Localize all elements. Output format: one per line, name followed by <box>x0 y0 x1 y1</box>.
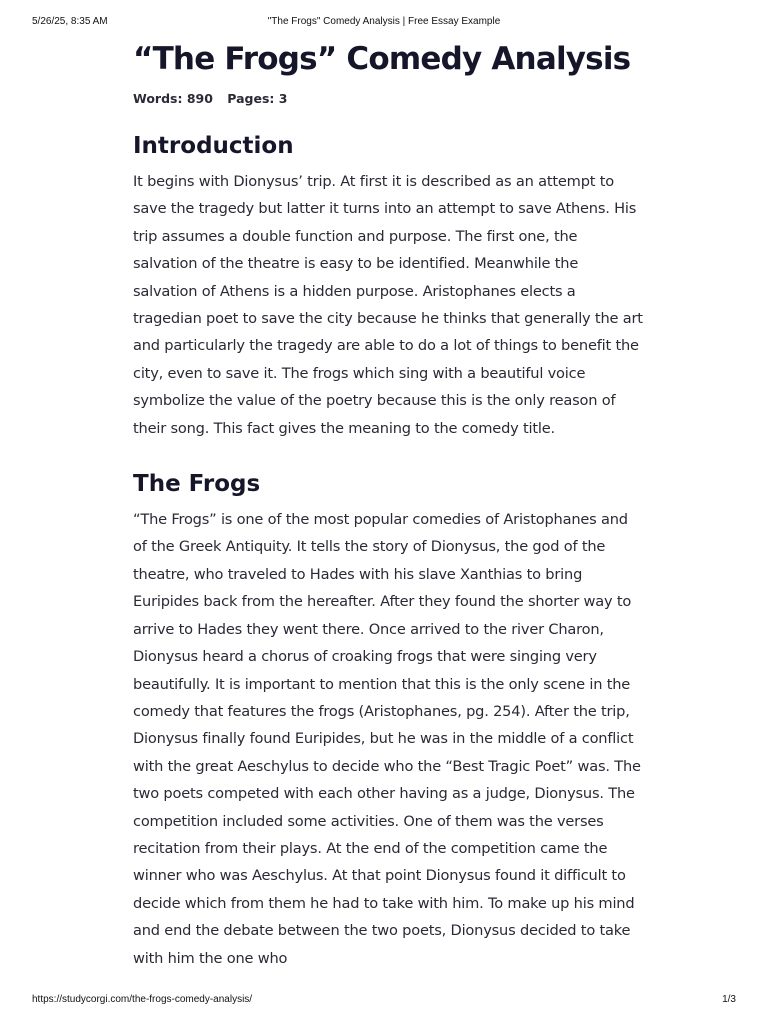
print-document-title: "The Frogs" Comedy Analysis | Free Essay Example <box>267 16 501 27</box>
section-heading-the-frogs: The Frogs <box>133 471 261 498</box>
page-title: “The Frogs” Comedy Analysis <box>133 41 631 77</box>
section-body-the-frogs: “The Frogs” is one of the most popular comedies of Aristophanes and of the Greek Antiquity. It tells the story of Dionysus, the god of the theatre, who traveled to Hades with his slave Xanthias to bring Euripides back from the hereafter. After they found the shorter way to arrive to Hades they went there. Once arrived to the river Charon, Dionysus heard a chorus of croaking frogs that were singing very beautifully. It is important to mention that this is the only scene in the comedy that features the frogs (Aristophanes, pg. 254). After the trip, Dionysus finally found Euripides, but he was in the middle of a conflict with the great Aeschylus to decide who the “Best Tragic Poet” was. The two poets competed with each other having as a judge, Dionysus. The competition included some activities. One of them was the verses recitation from their plays. At the end of the competition came the winner who was Aeschylus. At that point Dionysus found it difficult to decide which from them he had to take with him. To make up his mind and end the debate between the two poets, Dionysus decided to take with him the one who <box>133 511 641 967</box>
section-body-introduction: It begins with Dionysus’ trip. At first it is described as an attempt to save the tragedy but latter it turns into an attempt to save Athens. His trip assumes a double function and purpose. The first one, the salvation of the theatre is easy to be identified. Meanwhile the salvation of Athens is a hidden purpose. Aristophanes elects a tragedian poet to save the city because he thinks that generally the art and particularly the tragedy are able to do a lot of things to benefit the city, even to save it. The frogs which sing with a beautiful voice symbolize the value of the poetry because this is the only reason of their song. This fact gives the meaning to the comedy title. <box>133 173 643 437</box>
print-datetime: 5/26/25, 8:35 AM <box>32 16 108 27</box>
print-footer <box>32 994 736 1008</box>
print-header <box>32 16 736 30</box>
section-heading-introduction: Introduction <box>133 133 294 159</box>
print-page-number: 1/3 <box>722 994 736 1005</box>
word-count: Words: 890 <box>133 91 213 106</box>
print-url: https://studycorgi.com/the-frogs-comedy-analysis/ <box>32 994 253 1005</box>
page-count: Pages: 3 <box>227 91 288 106</box>
article <box>133 38 643 972</box>
article-meta <box>133 91 643 106</box>
